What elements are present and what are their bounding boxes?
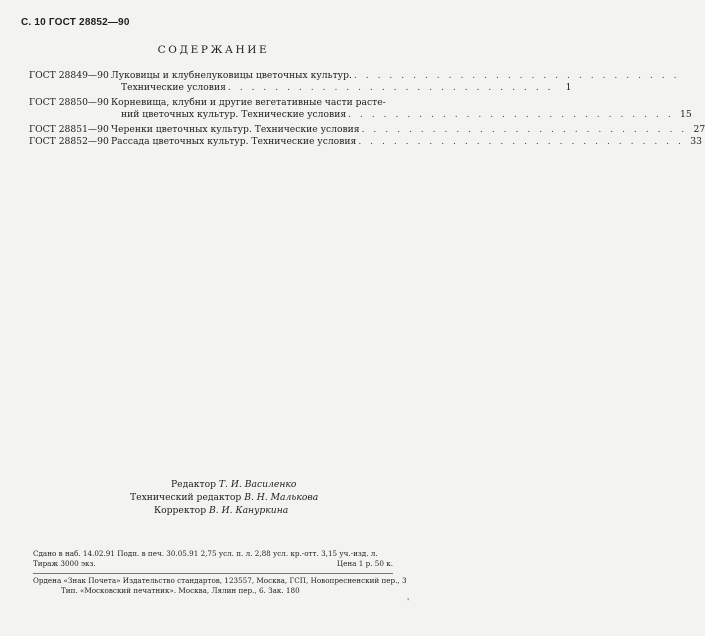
corrector-name: В. И. Кануркина [209,505,289,516]
toc-page: 33 [690,136,702,147]
imprint-price: Цена 1 р. 50 к. [336,559,393,568]
toc-leader [346,109,674,121]
toc-leader [356,136,684,148]
toc-entry [29,70,572,94]
toc-title: Луковицы и клубнелуковицы цветочных культур. [111,70,352,81]
tech-editor-label: Технический редактор [130,492,242,503]
toc-leader [352,70,680,82]
toc-title: Рассада цветочных культур. Технические условия [111,136,357,147]
toc-title-cont: ний цветочных культур. Технические условия [121,109,347,120]
toc-title-cont: Технические условия [121,82,226,93]
toc-entry [29,124,705,136]
corrector-line [0,504,427,517]
toc-leader [360,124,688,136]
toc-code: ГОСТ 28852—90 [29,136,109,147]
divider [33,573,393,574]
editorial-staff [0,478,427,517]
imprint-publisher: Ордена «Знак Почета» Издательство стандартов, 123557, Москва, ГСП, Новопресненский пер., 3 [33,576,407,585]
toc-code: ГОСТ 28850—90 [29,97,109,108]
toc-entry [29,136,702,148]
imprint-printer: Тип. «Московский печатник». Москва, Лялин пер., 6. Зак. 180 [61,586,300,595]
toc-code: ГОСТ 28851—90 [29,124,109,135]
toc-leader [226,82,554,94]
toc-title: Черенки цветочных культур. Технические условия [111,124,360,135]
imprint-print-run: Тираж 3000 экз. [33,559,96,568]
page-header: С. 10 ГОСТ 28852—90 [21,17,130,28]
print-speck: ' [407,597,410,606]
print-imprint [33,549,407,596]
editor-label: Редактор [171,479,216,490]
editor-line [0,478,427,491]
contents-title: СОДЕРЖАНИЕ [157,44,270,56]
tech-editor-name: В. Н. Малькова [244,492,319,503]
toc-page: 1 [565,82,572,93]
toc-title: Корневища, клубни и другие вегетативные части расте- [111,97,386,108]
imprint-line: Сдано в наб. 14.02.91 Подп. в печ. 30.05.91 2,75 усл. п. л. 2,88 усл. кр.-отт. 3,15 уч.-изд. л. [33,549,378,558]
toc-page: 27 [693,124,705,135]
editor-name: Т. И. Василенко [218,479,297,490]
toc-code: ГОСТ 28849—90 [29,70,109,81]
tech-editor-line [0,491,427,504]
corrector-label: Корректор [154,505,207,516]
toc-page: 15 [680,109,692,120]
toc-entry [29,97,692,121]
table-of-contents [29,70,705,148]
